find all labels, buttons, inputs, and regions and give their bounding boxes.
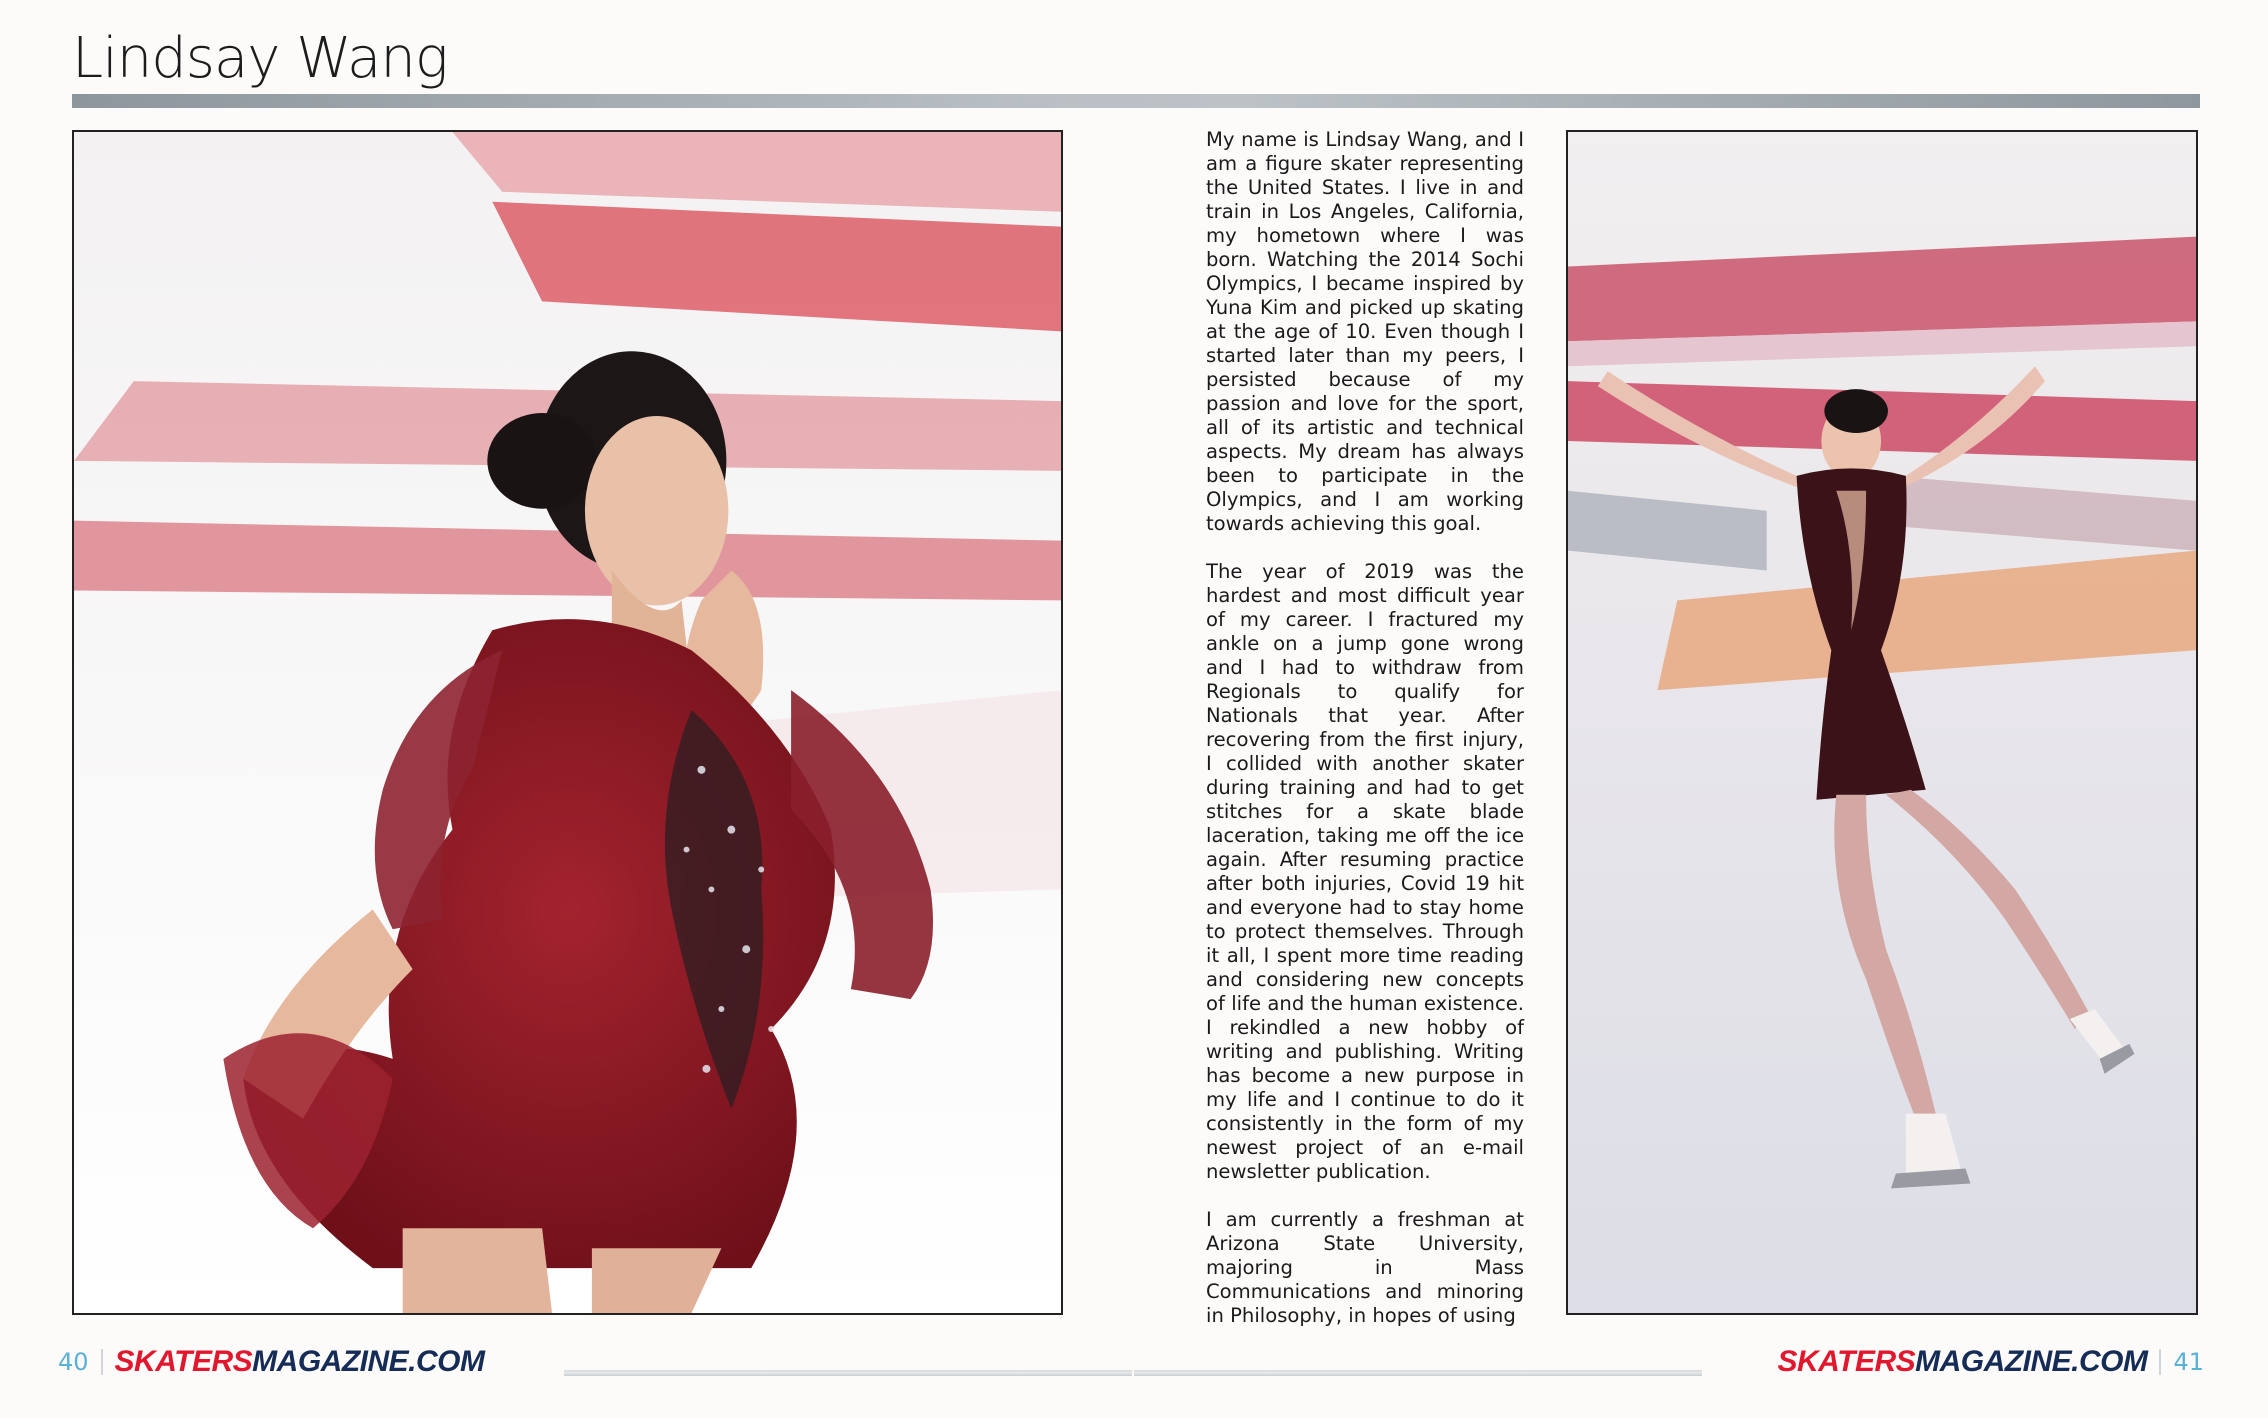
footer-right	[1778, 1342, 2205, 1382]
footer-left	[58, 1342, 485, 1382]
brand-part-magazine: MAGAZINE.COM	[252, 1345, 485, 1378]
footer-separator	[2159, 1349, 2161, 1375]
title-divider	[72, 94, 2200, 108]
footer-rule-right	[1134, 1370, 1702, 1376]
article-paragraph: The year of 2019 was the hardest and most difficult year of my career. I fractured my ankle on a jump gone wrong and I had to withdraw from Regionals to qualify for Nationals that year. After recovering from the first injury, I collided with another skater during training and had to get stitches for a skate blade laceration, taking me off the ice again. After resuming practice after both injuries, Covid 19 hit and everyone had to stay home to protect themselves. Through it all, I spent more time reading and considering new concepts of life and the human existence. I rekindled a new hobby of writing and publishing. Writing has become a new purpose in my life and I continue to do it consistently in the form of my newest project of an e-mail newsletter publication.	[1206, 560, 1524, 1183]
page-title: Lindsay Wang	[72, 26, 448, 91]
brand-part-skaters: SKATERS	[1777, 1345, 1916, 1378]
article-paragraph: My name is Lindsay Wang, and I am a figure skater representing the United States. I live in and train in Los Angeles, California, my hometown where I was born. Watching the 2014 Sochi Olympics, I became inspired by Yuna Kim and picked up skating at the age of 10. Even though I started later than my peers, I persisted because of my passion and love for the sport, all of its artistic and technical aspects. My dream has always been to participate in the Olympics, and I am working towards achieving this goal.	[1206, 128, 1524, 535]
brand-logo-left[interactable]	[115, 1345, 485, 1379]
brand-logo-right[interactable]	[1778, 1345, 2148, 1379]
footer-rule-left	[564, 1370, 1132, 1376]
brand-part-skaters: SKATERS	[114, 1345, 253, 1378]
brand-part-magazine: MAGAZINE.COM	[1915, 1345, 2148, 1378]
skater-closeup-photo	[72, 130, 1063, 1315]
article-paragraph: I am currently a freshman at Arizona State University, majoring in Mass Communications and minoring in Philosophy, in hopes of using	[1206, 1208, 1524, 1327]
page-number-right: 41	[2173, 1348, 2204, 1376]
skater-full-body-photo	[1566, 130, 2198, 1315]
footer-separator	[101, 1349, 103, 1375]
page-number-left: 40	[58, 1348, 89, 1376]
article-body	[1206, 128, 1524, 1327]
